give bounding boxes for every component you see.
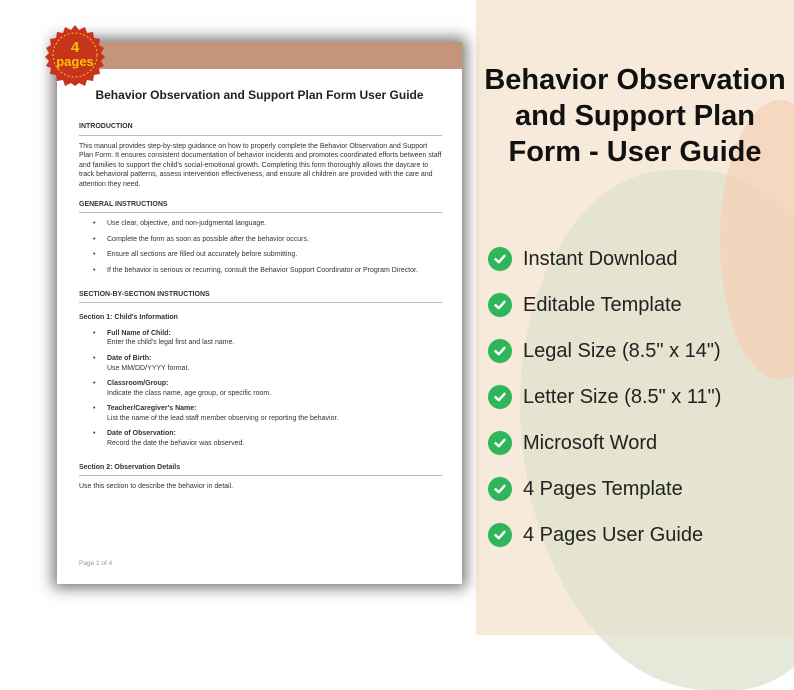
feature-label: Microsoft Word [523, 431, 658, 454]
field-item [79, 329, 442, 348]
feature-item [488, 420, 788, 466]
section1-title: Section 1: Child's Information [79, 314, 178, 322]
field-description: Enter the child's legal first and last name. [107, 339, 235, 347]
check-circle-icon [488, 523, 512, 547]
feature-item [488, 466, 788, 512]
seal-badge-icon [44, 24, 106, 86]
feature-label: Legal Size (8.5" x 14") [523, 339, 721, 362]
general-item: • Ensure all sections are filled out accurately before submitting. [79, 250, 442, 260]
field-item [79, 404, 442, 423]
feature-list [488, 236, 788, 558]
general-item: • Use clear, objective, and non-judgmental language. [79, 219, 442, 229]
field-label: • Date of Observation: [107, 430, 176, 438]
badge-number: 4 [70, 39, 80, 56]
section2-text: Use this section to describe the behavior in detail. [79, 483, 234, 491]
section2-title: Section 2: Observation Details [79, 463, 442, 477]
section-heading: SECTION-BY-SECTION INSTRUCTIONS [79, 290, 442, 304]
field-label: • Full Name of Child: [107, 329, 171, 337]
check-circle-icon [488, 247, 512, 271]
intro-heading: INTRODUCTION [79, 122, 442, 136]
check-circle-icon [488, 385, 512, 409]
feature-label: 4 Pages User Guide [523, 523, 704, 546]
general-item: • Complete the form as soon as possible after the behavior occurs. [79, 235, 442, 245]
general-heading: GENERAL INSTRUCTIONS [79, 200, 442, 214]
feature-label: Instant Download [523, 247, 678, 270]
feature-item [488, 328, 788, 374]
check-circle-icon [488, 339, 512, 363]
field-description: Use MM/DD/YYYY format. [107, 364, 190, 372]
document-title: Behavior Observation and Support Plan Form User Guide [95, 88, 424, 102]
field-description: Indicate the class name, age group, or specific room. [107, 389, 272, 397]
badge-text: pages [56, 54, 94, 69]
document-body [79, 122, 442, 492]
document-header-band [57, 42, 462, 69]
general-item: • If the behavior is serious or recurring, consult the Behavior Support Coordinator or Program Director. [79, 266, 442, 276]
document-preview [57, 42, 462, 584]
field-item [79, 354, 442, 373]
product-headline: Behavior Observation and Support Plan Form - User Guide [484, 64, 786, 168]
field-label: • Date of Birth: [107, 354, 152, 362]
check-circle-icon [488, 431, 512, 455]
feature-item [488, 374, 788, 420]
page-number: Page 1 of 4 [79, 560, 113, 567]
field-label: • Teacher/Caregiver's Name: [107, 405, 197, 413]
feature-item [488, 512, 788, 558]
feature-label: 4 Pages Template [523, 477, 683, 500]
field-description: Record the date the behavior was observed. [107, 440, 245, 448]
field-label: • Classroom/Group: [107, 380, 169, 388]
feature-label: Letter Size (8.5" x 11") [523, 385, 722, 408]
feature-item [488, 236, 788, 282]
field-item [79, 429, 442, 448]
field-item [79, 379, 442, 398]
check-circle-icon [488, 293, 512, 317]
check-circle-icon [488, 477, 512, 501]
feature-item [488, 282, 788, 328]
feature-label: Editable Template [523, 293, 682, 316]
field-description: List the name of the lead staff member observing or reporting the behavior. [107, 414, 339, 422]
intro-text: This manual provides step-by-step guidance on how to properly complete the Behavior Observation and Support Plan Form. It ensures consistent documentation of behavior incidents and promotes coordinated efforts between staff and families to support the child's social-emotional growth. Completing this form thoroughly allows the daycare to track behavioral patterns, assess intervention effectiveness, and ensure all children are provided with the care and attention they need. [79, 142, 442, 188]
